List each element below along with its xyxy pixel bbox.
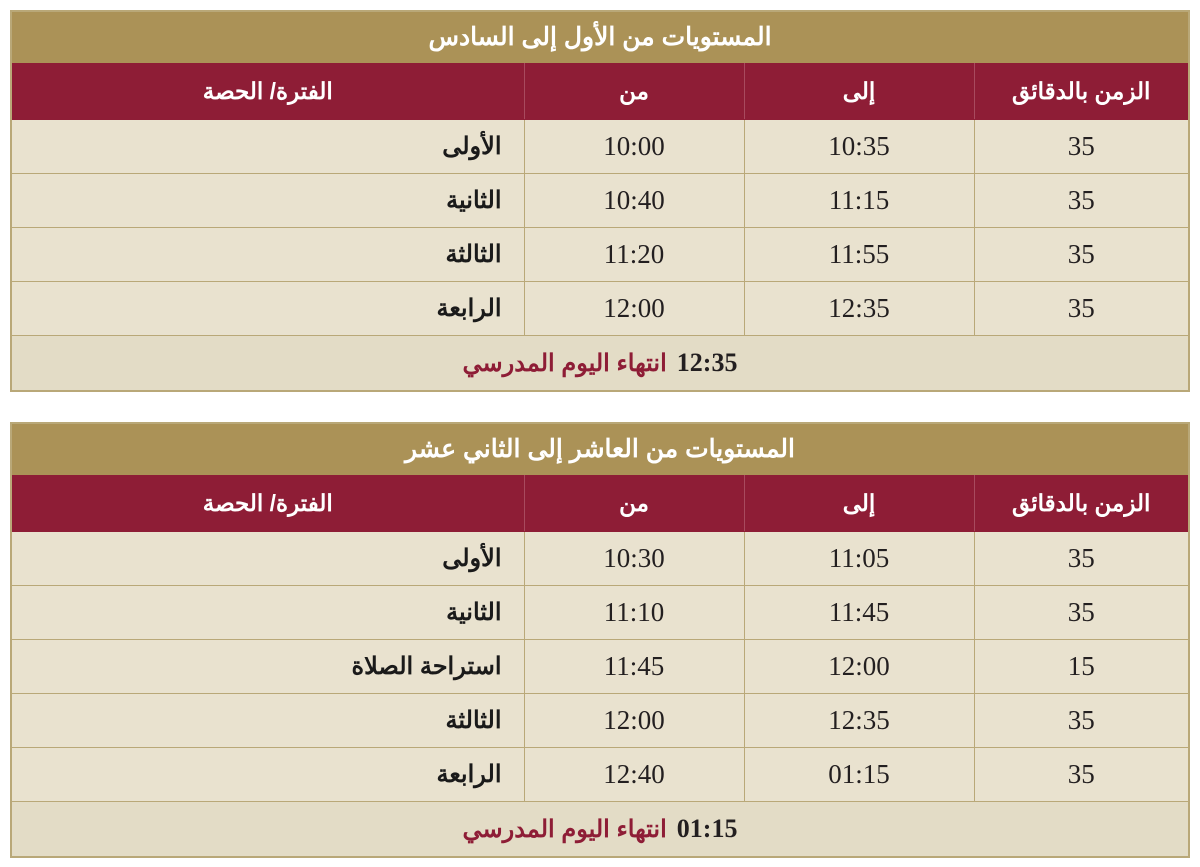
cell-to: 11:15 xyxy=(744,174,974,228)
school-day-end-time: 01:15 xyxy=(676,814,738,843)
schedule-table-levels-10-12 xyxy=(10,422,1190,858)
table-header-row xyxy=(11,63,1189,120)
school-day-end-label: انتهاء اليوم المدرسي xyxy=(462,815,667,843)
cell-from: 11:10 xyxy=(524,586,744,640)
cell-period: الرابعة xyxy=(11,282,524,336)
cell-to: 11:45 xyxy=(744,586,974,640)
cell-period: الأولى xyxy=(11,120,524,174)
cell-from: 11:45 xyxy=(524,640,744,694)
cell-to: 12:00 xyxy=(744,640,974,694)
table-row xyxy=(11,694,1189,748)
table-footer-row xyxy=(11,802,1189,858)
schedule-table-levels-1-6 xyxy=(10,10,1190,392)
table-header-row xyxy=(11,475,1189,532)
table-row xyxy=(11,748,1189,802)
table-row xyxy=(11,282,1189,336)
table-row xyxy=(11,228,1189,282)
column-header-from: من xyxy=(524,475,744,532)
cell-from: 12:40 xyxy=(524,748,744,802)
cell-from: 10:30 xyxy=(524,532,744,586)
cell-period: الثالثة xyxy=(11,694,524,748)
cell-to: 11:05 xyxy=(744,532,974,586)
cell-period: الرابعة xyxy=(11,748,524,802)
cell-to: 12:35 xyxy=(744,282,974,336)
school-day-end xyxy=(11,802,1189,858)
cell-period: الثانية xyxy=(11,586,524,640)
column-header-to: إلى xyxy=(744,475,974,532)
cell-duration: 35 xyxy=(974,748,1189,802)
cell-duration: 35 xyxy=(974,282,1189,336)
cell-duration: 35 xyxy=(974,120,1189,174)
table-row xyxy=(11,532,1189,586)
cell-period: استراحة الصلاة xyxy=(11,640,524,694)
school-day-end-time: 12:35 xyxy=(676,348,738,377)
column-header-duration: الزمن بالدقائق xyxy=(974,63,1189,120)
school-day-end xyxy=(11,336,1189,392)
table-row xyxy=(11,640,1189,694)
cell-period: الثانية xyxy=(11,174,524,228)
table-title-row xyxy=(11,11,1189,63)
column-header-duration: الزمن بالدقائق xyxy=(974,475,1189,532)
cell-duration: 35 xyxy=(974,228,1189,282)
column-header-period: الفترة/ الحصة xyxy=(11,475,524,532)
table-title: المستويات من العاشر إلى الثاني عشر xyxy=(11,423,1189,475)
cell-duration: 15 xyxy=(974,640,1189,694)
table-title: المستويات من الأول إلى السادس xyxy=(11,11,1189,63)
cell-duration: 35 xyxy=(974,532,1189,586)
cell-from: 10:40 xyxy=(524,174,744,228)
column-header-to: إلى xyxy=(744,63,974,120)
cell-period: الثالثة xyxy=(11,228,524,282)
cell-from: 12:00 xyxy=(524,282,744,336)
column-header-from: من xyxy=(524,63,744,120)
column-header-period: الفترة/ الحصة xyxy=(11,63,524,120)
cell-from: 12:00 xyxy=(524,694,744,748)
table-title-row xyxy=(11,423,1189,475)
cell-from: 10:00 xyxy=(524,120,744,174)
table-row xyxy=(11,120,1189,174)
cell-to: 12:35 xyxy=(744,694,974,748)
cell-from: 11:20 xyxy=(524,228,744,282)
table-row xyxy=(11,174,1189,228)
cell-period: الأولى xyxy=(11,532,524,586)
table-footer-row xyxy=(11,336,1189,392)
school-day-end-label: انتهاء اليوم المدرسي xyxy=(462,349,667,377)
cell-duration: 35 xyxy=(974,586,1189,640)
cell-to: 11:55 xyxy=(744,228,974,282)
cell-to: 01:15 xyxy=(744,748,974,802)
table-row xyxy=(11,586,1189,640)
cell-duration: 35 xyxy=(974,174,1189,228)
cell-to: 10:35 xyxy=(744,120,974,174)
cell-duration: 35 xyxy=(974,694,1189,748)
